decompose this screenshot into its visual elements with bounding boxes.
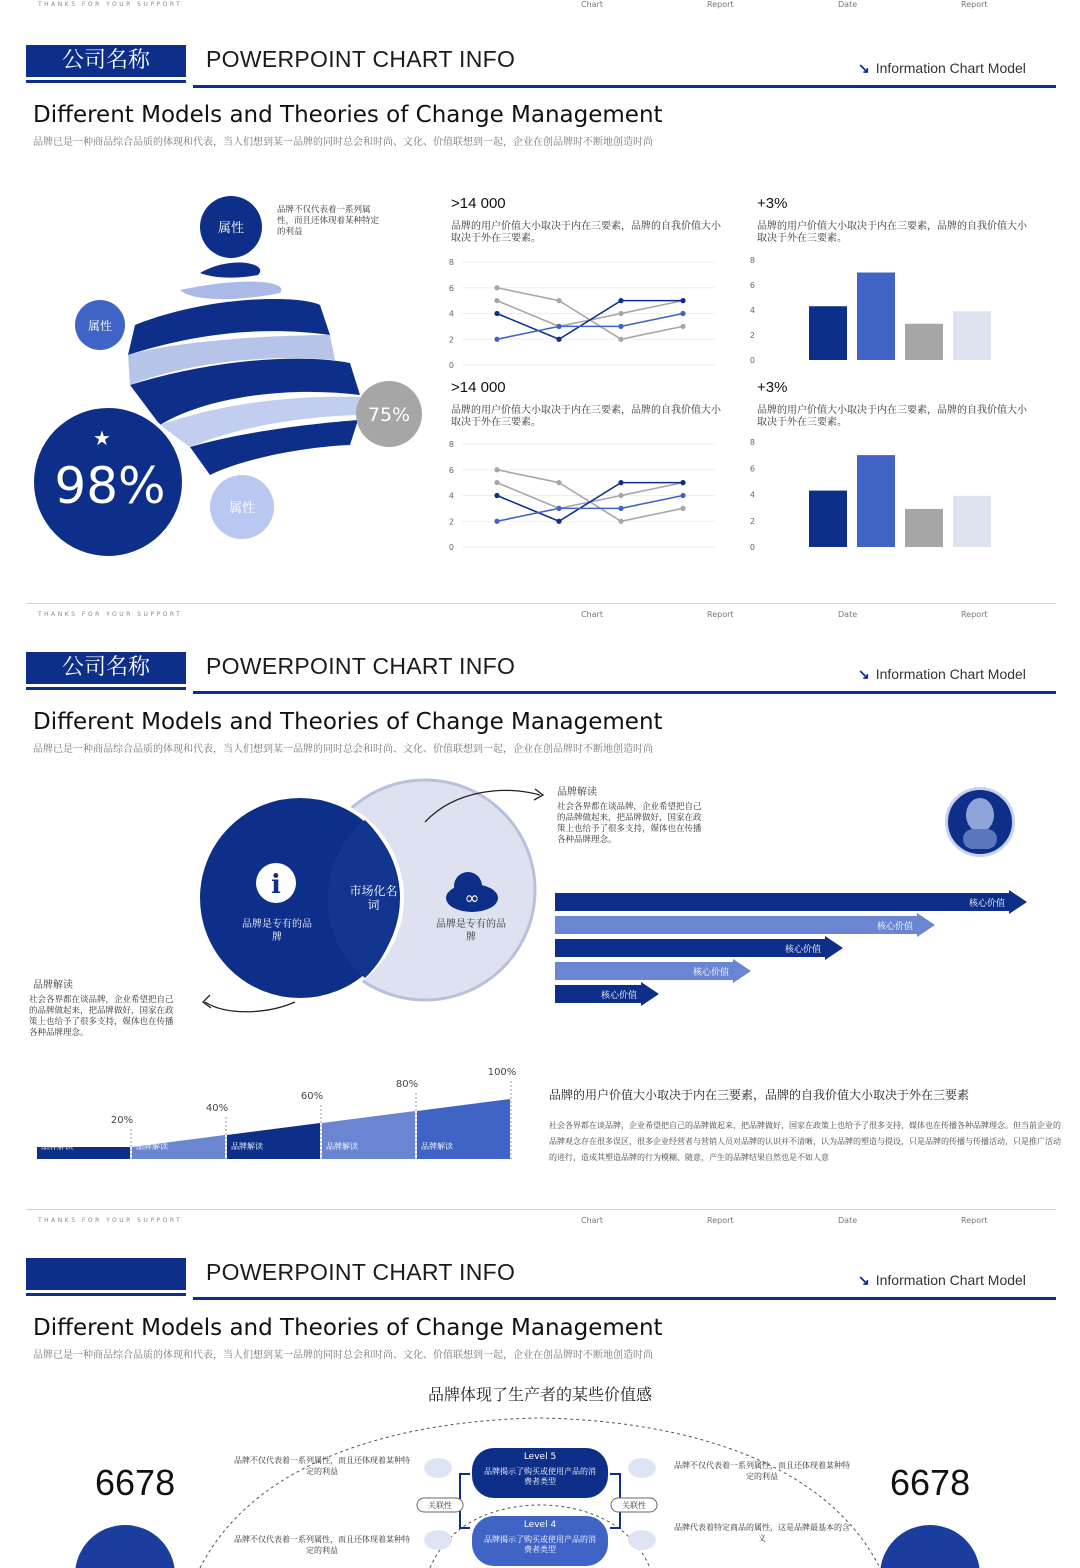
arrow-bar bbox=[555, 915, 937, 935]
footer-item-report: Report bbox=[707, 610, 734, 619]
arrow-down-right-icon: ↘ bbox=[858, 1272, 870, 1288]
bar bbox=[809, 306, 847, 360]
series-point bbox=[556, 519, 561, 524]
info-model-2 bbox=[858, 666, 1026, 683]
footer-item-date: Date bbox=[838, 610, 858, 619]
arrow-bar-label: 核心价值 bbox=[600, 991, 637, 1001]
step-percent: 100% bbox=[487, 1067, 517, 1078]
header-line-3 bbox=[193, 1297, 1056, 1300]
info-model-3 bbox=[858, 1272, 1026, 1289]
level4-label: Level 4 bbox=[523, 1520, 557, 1530]
slide-divider-2 bbox=[26, 1209, 1056, 1210]
series-point bbox=[618, 311, 623, 316]
bar bbox=[953, 496, 991, 547]
step-label: 品牌解读 bbox=[421, 1142, 453, 1151]
company-badge-2: 公司名称 bbox=[26, 652, 186, 684]
y-tick-label: 0 bbox=[448, 361, 454, 370]
y-tick-label: 4 bbox=[448, 309, 454, 319]
venn-left-label: 品牌是专有的品牌 bbox=[242, 919, 312, 943]
info-model-label: Information Chart Model bbox=[875, 1272, 1026, 1288]
subtitle-3: 品牌已是一种商品综合品质的体现和代表，当人们想到某一品牌的同时总会和时尚、文化、价值联想到一起，企业在创品牌时不断地创造时尚 bbox=[33, 1350, 653, 1361]
y-tick-label: 6 bbox=[749, 464, 755, 474]
series-point bbox=[680, 298, 685, 303]
series-point bbox=[618, 493, 623, 498]
company-badge-3 bbox=[26, 1258, 186, 1290]
y-tick-label: 8 bbox=[448, 440, 454, 449]
y-tick-label: 6 bbox=[448, 283, 454, 293]
series-point bbox=[680, 493, 685, 498]
line-chart-1 bbox=[440, 250, 720, 375]
step-percent: 40% bbox=[205, 1103, 229, 1114]
bar-chart-2 bbox=[745, 432, 1005, 557]
spiral-graphic bbox=[30, 185, 450, 565]
svg-text:i: i bbox=[271, 870, 281, 900]
series-point bbox=[556, 480, 561, 485]
info-model-label: Information Chart Model bbox=[875, 666, 1026, 682]
arrow-bar bbox=[555, 892, 1029, 912]
person-icon bbox=[957, 795, 1003, 849]
arrow-bar bbox=[555, 938, 845, 958]
series-point bbox=[494, 519, 499, 524]
note-title-right: 品牌解读 bbox=[557, 787, 597, 798]
info-model bbox=[858, 60, 1026, 77]
y-tick-label: 6 bbox=[448, 465, 454, 475]
step-label: 品牌解读 bbox=[136, 1142, 168, 1151]
arrow-down-right-icon: ↘ bbox=[858, 666, 870, 682]
curved-arrows bbox=[195, 780, 555, 1020]
stat-3: >14 000 bbox=[451, 379, 506, 396]
note-text-right: 社会各界都在谈品牌，企业希望把自己的品牌做起来，把品牌做好，国家在政策上也给予了很多支持，媒体也在传播各种品牌理念。 bbox=[557, 802, 702, 845]
footer-item-chart: Chart bbox=[581, 1216, 603, 1225]
text-top-left: 品牌不仅代表着一系列属性，而且还体现着某种特定的利益 bbox=[234, 1456, 410, 1476]
venn-mid-label: 市场化名词 bbox=[349, 884, 398, 912]
right-orb bbox=[880, 1525, 980, 1568]
series-point bbox=[556, 506, 561, 511]
footer-2 bbox=[0, 1214, 1080, 1230]
level5-label: Level 5 bbox=[523, 1452, 557, 1462]
arrow-bar-label: 核心价值 bbox=[968, 899, 1005, 909]
series-point bbox=[494, 337, 499, 342]
y-tick-label: 2 bbox=[448, 335, 454, 345]
series-point bbox=[494, 493, 499, 498]
svg-text:∞: ∞ bbox=[464, 888, 480, 909]
arrow-bar bbox=[555, 961, 753, 981]
y-tick-label: 0 bbox=[749, 356, 755, 365]
big-percent: 98% bbox=[54, 457, 166, 515]
series-point bbox=[618, 519, 623, 524]
stat-4-desc: 品牌的用户价值大小取决于内在三要素，品牌的自我价值大小取决于外在三要素。 bbox=[757, 405, 1027, 428]
ppt-title-2: POWERPOINT CHART INFO bbox=[206, 653, 516, 679]
link-label-right: 关联性 bbox=[622, 1501, 646, 1510]
y-tick-label: 8 bbox=[749, 256, 755, 265]
num-left: 6678 bbox=[95, 1462, 176, 1503]
left-orb bbox=[75, 1525, 175, 1568]
step-segment bbox=[322, 1111, 415, 1159]
y-tick-label: 0 bbox=[749, 543, 755, 552]
series-point bbox=[494, 467, 499, 472]
series-line bbox=[497, 496, 683, 522]
text-top-right: 品牌不仅代表着一系列属性，而且还体现着某种特定的利益 bbox=[674, 1461, 850, 1481]
slide3-title: 品牌体现了生产者的某些价值感 bbox=[427, 1385, 652, 1404]
footer-item-date: Date bbox=[838, 1216, 858, 1225]
series-point bbox=[680, 311, 685, 316]
step-percent: 60% bbox=[300, 1091, 324, 1102]
step-segment bbox=[227, 1123, 320, 1159]
level4-text: 品牌揭示了购买或使用产品的消费者类型 bbox=[484, 1535, 596, 1554]
stat-2-desc: 品牌的用户价值大小取决于内在三要素，品牌的自我价值大小取决于外在三要素。 bbox=[757, 221, 1027, 244]
subtitle: 品牌已是一种商品综合品质的体现和代表，当人们想到某一品牌的同时总会和时尚、文化、价值联想到一起，企业在创品牌时不断地创造时尚 bbox=[33, 137, 653, 148]
main-title-3: Different Models and Theories of Change Management bbox=[33, 1315, 663, 1341]
avatar bbox=[945, 787, 1015, 857]
arrow-bar-label: 核心价值 bbox=[692, 968, 729, 978]
stat-2: +3% bbox=[757, 195, 788, 212]
info-model-label: Information Chart Model bbox=[875, 60, 1026, 76]
footer-top bbox=[0, 0, 1080, 16]
footer-1 bbox=[0, 608, 1080, 624]
step-percent: 20% bbox=[110, 1115, 134, 1126]
step-percent: 80% bbox=[395, 1079, 419, 1090]
main-title-2: Different Models and Theories of Change Management bbox=[33, 709, 663, 735]
y-tick-label: 8 bbox=[448, 258, 454, 267]
bar bbox=[857, 455, 895, 547]
text-bottom-left: 品牌不仅代表着一系列属性，而且还体现着某种特定的利益 bbox=[234, 1535, 410, 1555]
footer-item-report-2: Report bbox=[961, 1216, 988, 1225]
footer-item-report-2: Report bbox=[961, 610, 988, 619]
arrow-down-right-icon: ↘ bbox=[858, 60, 870, 76]
series-point bbox=[680, 480, 685, 485]
attr-bottom-label: 属性 bbox=[228, 501, 256, 516]
star-icon: ★ bbox=[93, 426, 111, 450]
series-point bbox=[556, 337, 561, 342]
bar bbox=[905, 509, 943, 547]
attr-top-label: 属性 bbox=[217, 221, 245, 236]
footer-thanks: THANKS FOR YOUR SUPPORT bbox=[38, 1217, 183, 1224]
series-point bbox=[680, 324, 685, 329]
step-label: 品牌解读 bbox=[326, 1142, 358, 1151]
footer-thanks: THANKS FOR YOUR SUPPORT bbox=[38, 611, 183, 618]
series-point bbox=[618, 480, 623, 485]
stat-3-desc: 品牌的用户价值大小取决于内在三要素，品牌的自我价值大小取决于外在三要素。 bbox=[451, 405, 721, 428]
subtitle-2: 品牌已是一种商品综合品质的体现和代表，当人们想到某一品牌的同时总会和时尚、文化、价值联想到一起，企业在创品牌时不断地创造时尚 bbox=[33, 744, 653, 755]
step-label: 品牌解读 bbox=[231, 1142, 263, 1151]
attr-top-text: 品牌不仅代表着一系列属性，而且还体现着某种特定的利益 bbox=[277, 205, 380, 237]
bar bbox=[809, 491, 847, 547]
footer-item-report: Report bbox=[707, 1216, 734, 1225]
y-tick-label: 4 bbox=[448, 491, 454, 501]
stat-1: >14 000 bbox=[451, 195, 506, 212]
y-tick-label: 6 bbox=[749, 281, 755, 290]
company-badge: 公司名称 bbox=[26, 45, 186, 77]
slide-divider-1 bbox=[26, 603, 1056, 604]
series-point bbox=[494, 285, 499, 290]
y-tick-label: 4 bbox=[749, 490, 755, 500]
header-line-2 bbox=[193, 691, 1056, 694]
bar-chart-1 bbox=[745, 250, 1005, 370]
header-line bbox=[193, 85, 1056, 88]
attr-left-label: 属性 bbox=[87, 319, 113, 333]
y-tick-label: 8 bbox=[749, 438, 755, 447]
y-tick-label: 4 bbox=[749, 306, 755, 315]
series-point bbox=[494, 311, 499, 316]
arrow-bar-label: 核心价值 bbox=[876, 922, 913, 932]
footer-item-date: Date bbox=[838, 0, 858, 9]
step-chart bbox=[35, 1067, 520, 1165]
series-point bbox=[494, 298, 499, 303]
arrow-bar-label: 核心价值 bbox=[784, 945, 821, 955]
ppt-title: POWERPOINT CHART INFO bbox=[206, 46, 516, 72]
y-tick-label: 2 bbox=[749, 331, 755, 340]
footer-item-chart: Chart bbox=[581, 610, 603, 619]
series-point bbox=[680, 506, 685, 511]
stat-1-desc: 品牌的用户价值大小取决于内在三要素，品牌的自我价值大小取决于外在三要素。 bbox=[451, 221, 721, 244]
stat-4: +3% bbox=[757, 379, 788, 396]
num-right: 6678 bbox=[890, 1462, 971, 1503]
level5-text: 品牌揭示了购买或使用产品的消费者类型 bbox=[484, 1467, 596, 1486]
series-point bbox=[556, 298, 561, 303]
series-point bbox=[618, 337, 623, 342]
ppt-title-3: POWERPOINT CHART INFO bbox=[206, 1259, 516, 1285]
note-text-left: 社会各界都在谈品牌，企业希望把自己的品牌做起来，把品牌做好，国家在政策上也给予了很多支持，媒体也在传播各种品牌理念。 bbox=[29, 995, 174, 1038]
arrow-bar bbox=[555, 984, 661, 1004]
step-label: 品牌解读 bbox=[41, 1142, 73, 1151]
bar bbox=[857, 273, 895, 361]
line-chart-2 bbox=[440, 432, 720, 557]
venn-right-label: 品牌是专有的品牌 bbox=[436, 919, 506, 943]
link-label-left: 关联性 bbox=[428, 1501, 452, 1510]
footer-item-chart: Chart bbox=[581, 0, 603, 9]
arrow-shape bbox=[555, 890, 1027, 914]
series-point bbox=[618, 506, 623, 511]
text-bottom-right: 品牌代表着特定商品的属性，这是品牌最基本的含义 bbox=[674, 1523, 850, 1543]
main-title: Different Models and Theories of Change Management bbox=[33, 102, 663, 128]
y-tick-label: 0 bbox=[448, 543, 454, 552]
footer-thanks: THANKS FOR YOUR SUPPORT bbox=[38, 1, 183, 8]
y-tick-label: 2 bbox=[749, 516, 755, 526]
series-point bbox=[618, 298, 623, 303]
series-point bbox=[556, 324, 561, 329]
y-tick-label: 2 bbox=[448, 517, 454, 527]
bar bbox=[905, 324, 943, 360]
note-title-left: 品牌解读 bbox=[33, 980, 73, 991]
footer-item-report: Report bbox=[707, 0, 734, 9]
series-point bbox=[494, 480, 499, 485]
series-line bbox=[497, 314, 683, 340]
series-point bbox=[618, 324, 623, 329]
slide2-body: 社会各界都在谈品牌，企业希望把自己的品牌做起来，把品牌做好，国家在政策上也给予了很多支持，媒体也在传播各种品牌理念。但当前企业的品牌观念存在很多误区，很多企业经营者与营销人员对品牌的认识并不清晰，认为品牌的塑造与提设，只是品牌的传播与传播活动，只是推广活动的进行，造成其塑造品牌的行为模糊、随意，产生的品牌结果自然也是不如人意 bbox=[549, 1121, 1061, 1162]
slide2-heading: 品牌的用户价值大小取决于内在三要素，品牌的自我价值大小取决于外在三要素 bbox=[549, 1088, 970, 1102]
gray-percent: 75% bbox=[367, 404, 411, 426]
bar bbox=[953, 311, 991, 360]
footer-item-report-2: Report bbox=[961, 0, 988, 9]
